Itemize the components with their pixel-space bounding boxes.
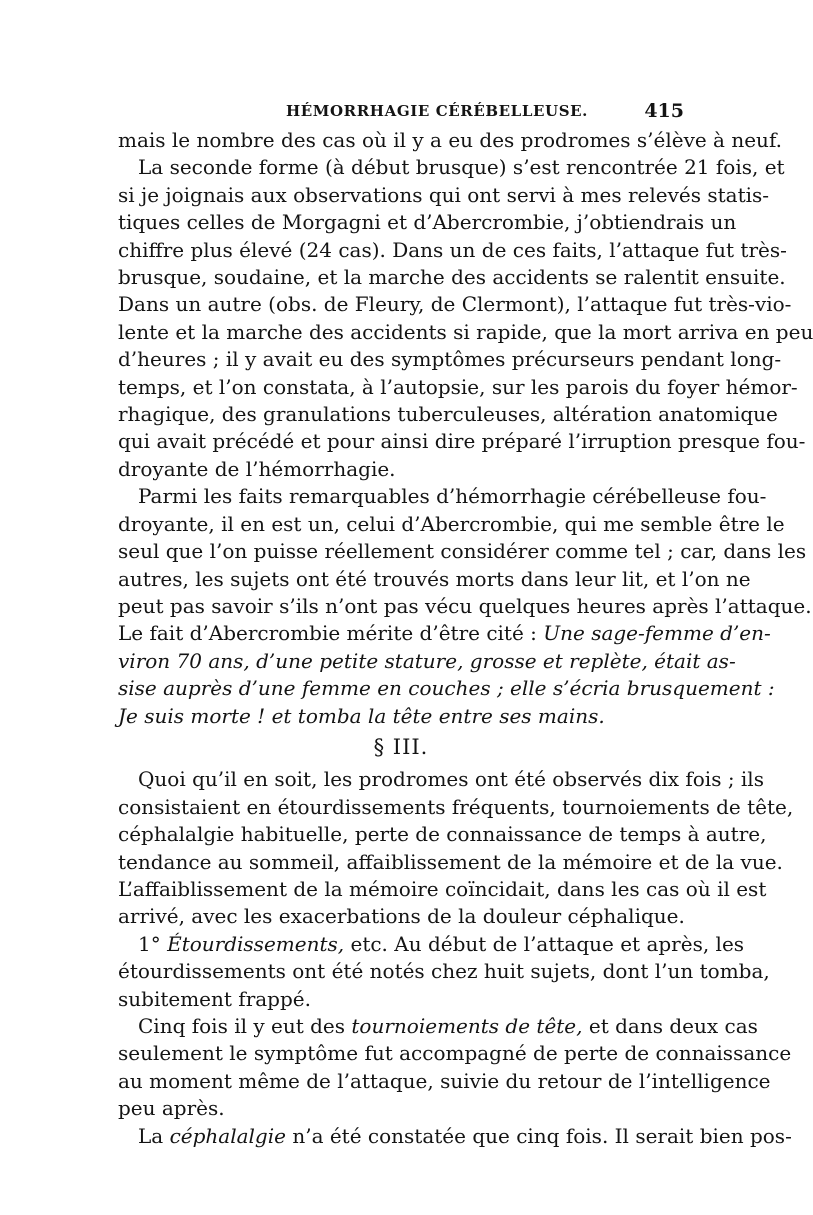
text-line: Parmi les faits remarquables d’hémorrhagie cérébelleuse fou- <box>138 484 767 509</box>
text-run: Cinq fois il y eut des <box>138 1014 352 1038</box>
text-line <box>118 931 745 958</box>
text-run: Le fait d’Abercrombie mérite d’être cité : <box>118 621 544 646</box>
text-line: au moment même de l’attaque, suivie du retour de l’intelligence <box>118 1068 771 1093</box>
page-number: 415 <box>644 100 684 122</box>
text-line <box>118 620 771 647</box>
text-run: et dans deux cas <box>582 1014 758 1038</box>
text-line: qui avait précédé et pour ainsi dire préparé l’irruption presque fou- <box>118 429 806 454</box>
text-line: Dans un autre (obs. de Fleury, de Clermont), l’attaque fut très-vio- <box>118 292 792 317</box>
text-line: chiffre plus élevé (24 cas). Dans un de ces faits, l’attaque fut très- <box>118 237 787 262</box>
italic-quote: Une sage-femme d’en- <box>543 621 771 646</box>
text-line: droyante, il en est un, celui d’Abercrombie, qui me semble être le <box>118 511 785 536</box>
text-line: tiques celles de Morgagni et d’Abercrombie, j’obtiendrais un <box>118 210 737 235</box>
text-line <box>118 1123 792 1150</box>
text-line <box>118 648 736 675</box>
text-run: etc. Au début de l’attaque et après, les <box>344 931 745 956</box>
text-line: peu après. <box>118 1096 225 1121</box>
text-line: tendance au sommeil, affaiblissement de la mémoire et de la vue. <box>118 849 783 874</box>
page-header <box>118 100 684 126</box>
text-line: peut pas savoir s’ils n’ont pas vécu quelques heures après l’attaque. <box>118 593 812 618</box>
text-line: Quoi qu’il en soit, les prodromes ont été observés dix fois ; ils <box>138 767 764 792</box>
text-run: n’a été constatée que cinq fois. Il serait bien pos- <box>285 1123 792 1148</box>
text-line <box>118 1013 758 1040</box>
italic-term: céphalalgie <box>169 1123 286 1148</box>
text-line: céphalalgie habituelle, perte de connaissance de temps à autre, <box>118 822 767 847</box>
italic-term: Étourdissements, <box>167 931 345 956</box>
italic-quote: viron 70 ans, d’une petite stature, grosse et replète, était as- <box>118 648 736 673</box>
text-line: seulement le symptôme fut accompagné de perte de connaissance <box>118 1041 792 1066</box>
text-line: si je joignais aux observations qui ont servi à mes relevés statis- <box>118 182 770 207</box>
text-line: rhagique, des granulations tuberculeuses, altération anatomique <box>118 402 778 427</box>
text-line <box>118 703 684 730</box>
text-line: subitement frappé. <box>118 986 311 1011</box>
section-heading: § III. <box>373 734 429 759</box>
text-line: seul que l’on puisse réellement considérer comme tel ; car, dans les <box>118 539 807 564</box>
text-run: La <box>138 1123 170 1148</box>
body-text <box>118 127 813 1150</box>
text-line: droyante de l’hémorrhagie. <box>118 456 396 481</box>
running-title: HÉMORRHAGIE CÉRÉBELLEUSE. <box>286 102 588 120</box>
text-line: mais le nombre des cas où il y a eu des prodromes s’élève à neuf. <box>118 128 782 152</box>
italic-quote: Je suis morte ! et tomba la tête entre ses mains. <box>118 703 605 728</box>
text-line: temps, et l’on constata, à l’autopsie, sur les parois du foyer hémor- <box>118 374 798 399</box>
text-run: 1° <box>138 931 168 956</box>
text-line: étourdissements ont été notés chez huit sujets, dont l’un tomba, <box>118 959 770 984</box>
text-line: autres, les sujets ont été trouvés morts dans leur lit, et l’on ne <box>118 566 751 591</box>
text-line: L’affaiblissement de la mémoire coïncidait, dans les cas où il est <box>118 876 767 901</box>
text-line: lente et la marche des accidents si rapide, que la mort arriva en peu <box>118 319 813 344</box>
italic-quote: sise auprès d’une femme en couches ; elle s’écria brusquement : <box>118 676 775 701</box>
text-line: d’heures ; il y avait eu des symptômes précurseurs pendant long- <box>118 347 782 372</box>
italic-term: tournoiements de tête, <box>351 1014 583 1038</box>
text-line: La seconde forme (à début brusque) s’est rencontrée 21 fois, et <box>138 155 785 180</box>
text-line: consistaient en étourdissements fréquents, tournoiements de tête, <box>118 794 794 819</box>
text-line: arrivé, avec les exacerbations de la douleur céphalique. <box>118 904 685 929</box>
text-line <box>118 675 775 702</box>
text-line: brusque, soudaine, et la marche des accidents se ralentit ensuite. <box>118 265 786 290</box>
